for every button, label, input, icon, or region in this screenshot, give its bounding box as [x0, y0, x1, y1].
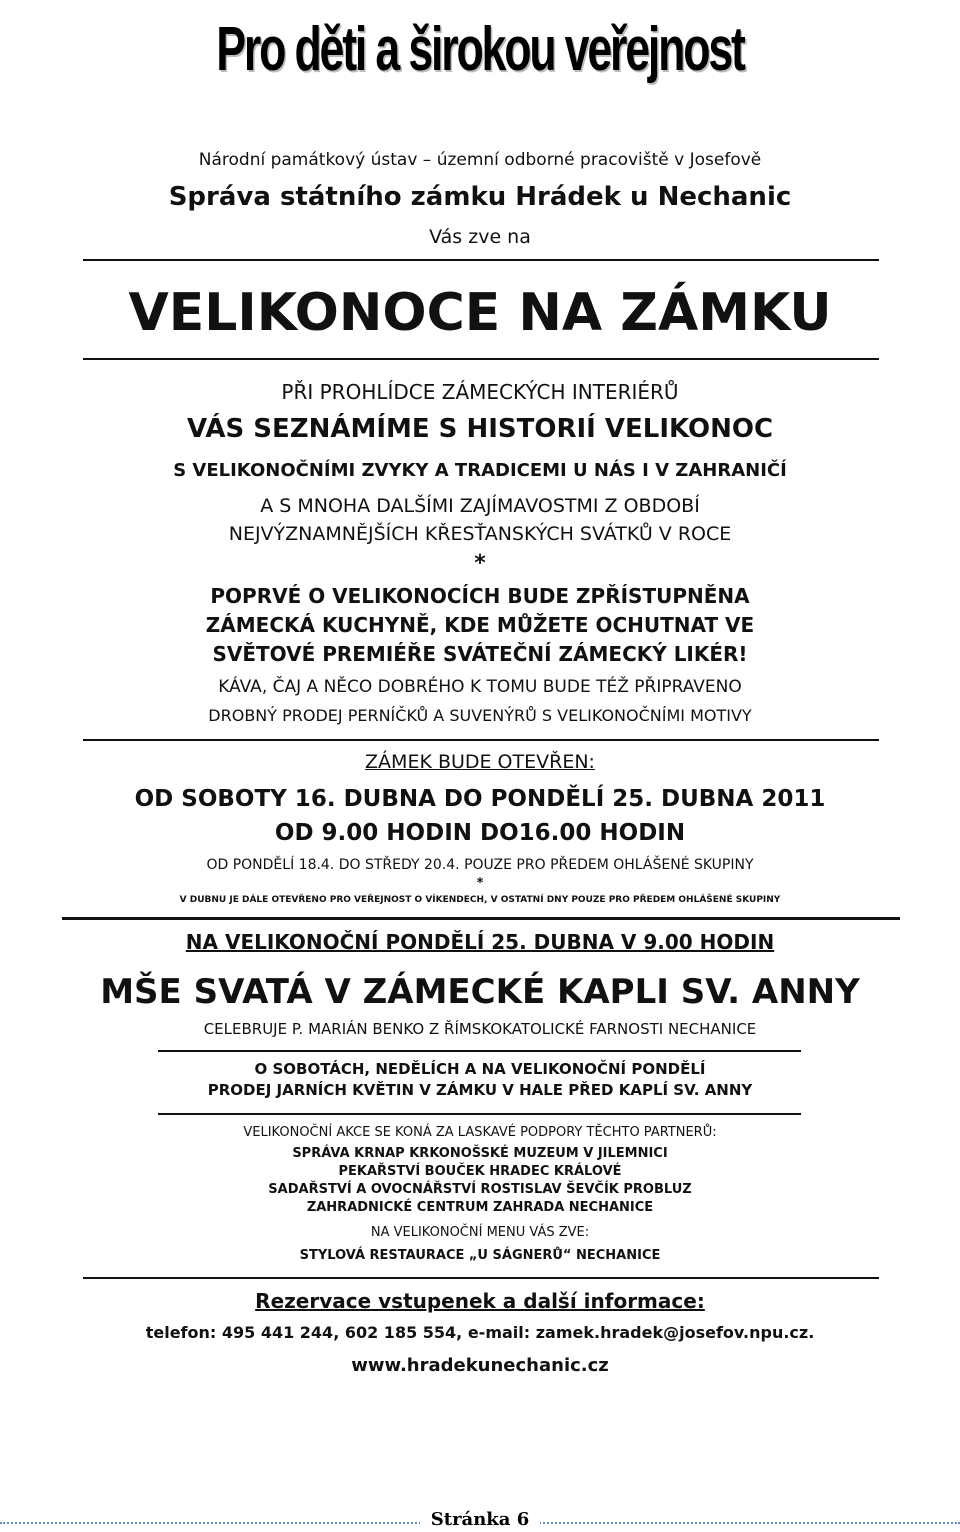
- event-title: VELIKONOCE NA ZÁMKU: [128, 283, 832, 343]
- open-dates: OD SOBOTY 16. DUBNA DO PONDĚLÍ 25. DUBNA 2011: [134, 786, 826, 812]
- reservation-heading: Rezervace vstupenek a další informace:: [255, 1289, 705, 1313]
- partner-item: ZAHRADNICKÉ CENTRUM ZAHRADA NECHANICE: [306, 1200, 654, 1215]
- partner-item: PEKAŘSTVÍ BOUČEK HRADEC KRÁLOVÉ: [338, 1164, 622, 1179]
- intro-line: NEJVÝZNAMNĚJŠÍCH KŘESŤANSKÝCH SVÁTKŮ V ROCE: [228, 523, 732, 545]
- divider: [83, 739, 879, 741]
- separator-asterisk: *: [474, 551, 486, 576]
- flowers-line: O SOBOTÁCH, NEDĚLÍCH A NA VELIKONOČNÍ PONDĚLÍ: [254, 1060, 706, 1078]
- divider: [62, 917, 900, 920]
- intro-line: PŘI PROHLÍDCE ZÁMECKÝCH INTERIÉRŮ: [281, 380, 679, 404]
- invite-line: Vás zve na: [429, 226, 531, 248]
- intro-headline: VÁS SEZNÁMÍME S HISTORIÍ VELIKONOC: [186, 414, 774, 444]
- divider: [83, 1277, 879, 1279]
- groups-note: OD PONDĚLÍ 18.4. DO STŘEDY 20.4. POUZE PRO PŘEDEM OHLÁŠENÉ SKUPINY: [206, 857, 754, 873]
- restaurant-line: STYLOVÁ RESTAURACE „U SÁGNERŮ“ NECHANICE: [299, 1248, 661, 1263]
- page-header-title: Pro děti a širokou veřejnost: [216, 15, 744, 84]
- kitchen-line: SVĚTOVÉ PREMIÉŘE SVÁTEČNÍ ZÁMECKÝ LIKÉR!: [212, 642, 748, 666]
- intro-line: A S MNOHA DALŠÍMI ZAJÍMAVOSTMI Z OBDOBÍ: [260, 495, 700, 517]
- page-number: Stránka 6: [420, 1508, 540, 1532]
- administration-line: Správa státního zámku Hrádek u Nechanic: [168, 182, 792, 212]
- separator-asterisk: *: [476, 876, 484, 891]
- partner-item: SPRÁVA KRNAP KRKONOŠSKÉ MUZEUM V JILEMNICI: [292, 1146, 668, 1161]
- divider: [83, 259, 879, 261]
- coffee-line: KÁVA, ČAJ A NĚCO DOBRÉHO K TOMU BUDE TÉŽ PŘIPRAVENO: [218, 677, 742, 697]
- sale-line: DROBNÝ PRODEJ PERNÍČKŮ A SUVENÝRŮ S VELIKONOČNÍMI MOTIVY: [208, 706, 752, 725]
- menu-heading: NA VELIKONOČNÍ MENU VÁS ZVE:: [370, 1225, 590, 1240]
- contact-line[interactable]: telefon: 495 441 244, 602 185 554, e-mail: zamek.hradek@josefov.npu.cz.: [145, 1323, 815, 1342]
- divider: [158, 1113, 801, 1115]
- institution-line: Národní památkový ústav – územní odborné pracoviště v Josefově: [198, 150, 762, 170]
- partner-item: SADAŘSTVÍ A OVOCNÁŘSTVÍ ROSTISLAV ŠEVČÍK PROBLUZ: [268, 1182, 692, 1197]
- mass-date: NA VELIKONOČNÍ PONDĚLÍ 25. DUBNA V 9.00 HODIN: [185, 930, 775, 954]
- kitchen-line: ZÁMECKÁ KUCHYNĚ, KDE MŮŽETE OCHUTNAT VE: [205, 613, 755, 637]
- divider: [83, 358, 879, 360]
- intro-line: S VELIKONOČNÍMI ZVYKY A TRADICEMI U NÁS I V ZAHRANIČÍ: [173, 460, 787, 481]
- kitchen-line: POPRVÉ O VELIKONOCÍCH BUDE ZPŘÍSTUPNĚNA: [210, 584, 750, 608]
- open-heading: ZÁMEK BUDE OTEVŘEN:: [365, 751, 595, 773]
- website-link[interactable]: www.hradekunechanic.cz: [351, 1355, 609, 1376]
- open-hours: OD 9.00 HODIN DO16.00 HODIN: [274, 820, 686, 846]
- mass-title: MŠE SVATÁ V ZÁMECKÉ KAPLI SV. ANNY: [100, 972, 860, 1012]
- flowers-line: PRODEJ JARNÍCH KVĚTIN V ZÁMKU V HALE PŘED KAPLÍ SV. ANNY: [207, 1081, 753, 1099]
- partners-heading: VELIKONOČNÍ AKCE SE KONÁ ZA LASKAVÉ PODPORY TĚCHTO PARTNERŮ:: [243, 1125, 717, 1140]
- divider: [158, 1050, 801, 1052]
- mass-celebrant: CELEBRUJE P. MARIÁN BENKO Z ŘÍMSKOKATOLICKÉ FARNOSTI NECHANICE: [203, 1020, 757, 1038]
- april-note: V DUBNU JE DÁLE OTEVŘENO PRO VEŘEJNOST O VÍKENDECH, V OSTATNÍ DNY POUZE PRO PŘEDEM OHLÁŠENÉ SKUPINY: [179, 895, 781, 905]
